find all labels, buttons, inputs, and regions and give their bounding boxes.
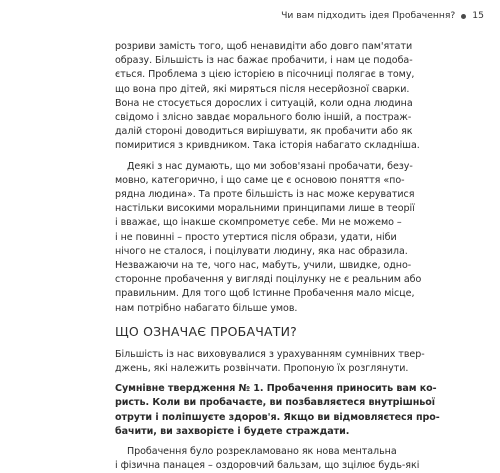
- paragraph-2: [115, 160, 422, 316]
- text-line: отрути і поліпшуєте здоров'я. Якщо ви відмовляєтеся про-: [115, 411, 440, 423]
- text-line: правильним. Для того щоб Істинне Пробачення мало місце,: [115, 288, 415, 300]
- text-line: Сумнівне твердження № 1. Пробачення приносить вам ко-: [115, 383, 437, 395]
- text-line: ється. Проблема з цією історією в пісочниці полягає в тому,: [115, 69, 415, 81]
- page-number: 15: [472, 10, 484, 21]
- text-line: далій стороні доводиться вирішувати, як пробачити або як: [115, 126, 413, 138]
- text-line: Пробачення було розрекламовано як нова ментальна: [127, 446, 397, 458]
- text-line: розриви замість того, щоб ненавидіти або довго пам'ятати: [115, 41, 413, 52]
- text-line: нам потрібно набагато більше умов.: [115, 302, 298, 314]
- text-line: настільки високими моральними принципами лише в теорії: [115, 203, 415, 215]
- text-line: і фізична панацея – оздоровчий бальзам, що зцілює будь-які: [115, 460, 420, 472]
- section-heading: ЩО ОЗНАЧАЄ ПРОБАЧАТИ?: [115, 323, 297, 339]
- text-line: бачити, ви захворієте і будете страждати.: [115, 425, 350, 437]
- text-line: і не повинні – просто утертися після образи, удати, ніби: [115, 231, 397, 243]
- page-body: [115, 40, 440, 473]
- running-head: [258, 10, 484, 22]
- text-line: і вважає, що інакше скомпрометує себе. Ми не можемо –: [115, 217, 402, 229]
- text-line: Більшість із нас виховувалися з урахуванням сумнівних твер-: [115, 348, 425, 360]
- text-line: образу. Більшість із нас бажає пробачити, і нам це подоба-: [115, 55, 413, 67]
- text-line: сторонне пробачення у вигляді поцілунку не є реальним або: [115, 274, 422, 286]
- text-line: мовно, категорично, і що саме це є основою поняття «по-: [115, 174, 405, 186]
- bullet-dot-icon: [461, 14, 466, 19]
- paragraph-4-claim: [115, 382, 440, 439]
- chapter-title: Чи вам підходить ідея Пробачення?: [281, 10, 456, 21]
- text-line: рядна людина». Та проте більшість із нас може керуватися: [115, 189, 415, 201]
- paragraph-1: [115, 40, 420, 154]
- text-line: джень, які належить розвінчати. Пропоную їх розглянути.: [115, 363, 409, 375]
- paragraph-5: [115, 445, 420, 473]
- text-line: свідомо і злісно завдає морального болю іншій, а постраж-: [115, 112, 412, 124]
- text-line: Вона не стосується дорослих і ситуацій, коли одна людина: [115, 97, 413, 109]
- text-line: нічого не сталося, і поцілувати людину, яка нас образила.: [115, 245, 408, 257]
- text-line: що вона про дітей, які миряться після несерйозної сварки.: [115, 83, 410, 95]
- text-line: ристь. Коли ви пробачаєте, ви позбавляєтеся внутрішньої: [115, 397, 435, 409]
- text-line: Незважаючи на те, чого нас, мабуть, учили, швидке, одно-: [115, 260, 412, 272]
- text-line: помиритися з кривдником. Така історія набагато складніша.: [115, 140, 420, 152]
- text-line: Деякі з нас думають, що ми зобов'язані пробачати, безу-: [127, 160, 413, 172]
- paragraph-3: [115, 348, 425, 376]
